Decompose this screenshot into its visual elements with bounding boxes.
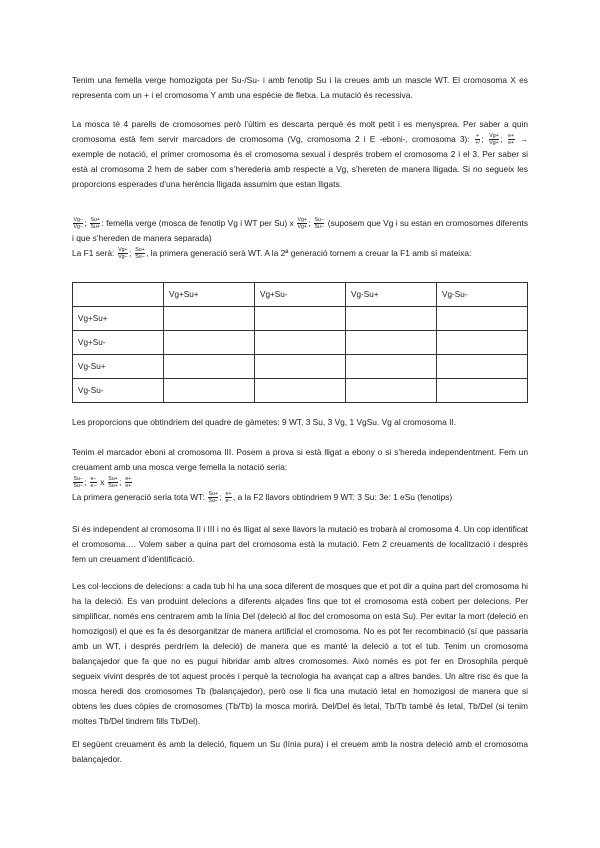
paragraph-chromosome4: Si és independent al cromosoma II i III i no és lligat al sexe llavors la mutació es trobarà al cromosoma 4. Un cop identificat el cromosoma…. Volem saber a quina part del cromosoma està la mutació. Fem 2 creuaments de localització i després fem un creuament d’identificació. — [72, 524, 528, 564]
fraction-su-minus-female: $\frac{Su-}{Su-}$ — [73, 476, 83, 490]
punnett-table — [72, 282, 528, 403]
fraction-vg-minus: $\frac{Vg-}{Vg-}$ — [73, 217, 83, 231]
separator: ; — [500, 134, 503, 144]
fraction-f1-e: $\frac{e+}{e-}$ — [225, 491, 232, 505]
separator: ; — [129, 248, 132, 258]
paragraph-ebony — [72, 445, 528, 505]
table-cell — [164, 307, 255, 331]
separator: ; — [84, 218, 87, 228]
cross-assumption-text: (suposem que Vg i su estan en cromosomes diferents i que s’hereden de manera separada) — [72, 218, 529, 243]
cross-female-text: : femella verge (mosca de fenotip Vg i WT per Su) — [101, 218, 288, 228]
fraction-su-minus: $\frac{Su-}{Su-}$ — [314, 217, 324, 231]
table-header-row — [73, 283, 528, 307]
paragraph-proportions: Les proporcions que obtindriem del quadre de gàmetes: 9 WT, 3 Su, 3 Vg, 1 VgSu. Vg al cromosoma II. — [72, 417, 457, 427]
f2-ebony-text: , a la F2 llavors obtindriem 9 WT: 3 Su: 3e: 1 eSu (fenotips) — [232, 492, 453, 502]
f1-label: La F1 serà: — [72, 248, 115, 258]
table-cell — [255, 331, 346, 355]
table-cell — [255, 379, 346, 403]
separator: ; — [219, 492, 222, 502]
paragraph-markers — [72, 117, 528, 192]
fraction-e-minus-female: $\frac{e-}{e-}$ — [90, 476, 97, 490]
f1-description: , la primera generació serà WT. A la 2ª generació tornem a creuar la F1 amb sí mateixa: — [146, 248, 472, 258]
fraction-f1-su: $\frac{Su+}{Su-}$ — [135, 247, 145, 261]
table-header-cell: Vg-Su+ — [346, 283, 437, 307]
table-cell — [346, 307, 437, 331]
table-row-header: Vg-Su- — [73, 379, 164, 403]
table-cell — [437, 379, 528, 403]
paragraph-intro: Tenim una femella verge homozigota per Su-/Su- i amb fenotip Su i la creues amb un mascle WT. El cromosoma X es representa com un + i el cromosoma Y amb una espècie de fletxa. La mutació és recessiva. — [72, 75, 528, 100]
table-header-cell: Vg+Su+ — [164, 283, 255, 307]
fraction-f1-su: $\frac{Su+}{Su-}$ — [208, 491, 218, 505]
markers-intro: La mosca té 4 parells de cromosomes però l’últim es descarta perquè és molt petit i es menysprea. Per saber a quin cromosoma està fem servir marcadors de cromosoma (Vg, cromosoma 2 i E -eboni-, cromosoma 3): — [72, 119, 528, 144]
paragraph-next-cross: El següent creuament és amb la deleció, fiquem un Su (línia pura) i el creuem amb la nostra deleció amb el cromosoma balançajedor. — [72, 739, 528, 764]
fraction-su-plus-male: $\frac{Su+}{Su+}$ — [108, 476, 118, 490]
table-cell — [437, 307, 528, 331]
table-row — [73, 307, 528, 331]
times-sign: x — [289, 218, 294, 228]
table-cell — [346, 331, 437, 355]
table-corner-cell — [73, 283, 164, 307]
table-row-header: Vg+Su- — [73, 331, 164, 355]
f1-ebony-label: La primera generació seria tota WT: — [72, 492, 205, 502]
table-row — [73, 355, 528, 379]
table-cell — [346, 379, 437, 403]
fraction-vg: $\frac{Vg+}{Vg+}$ — [489, 133, 499, 147]
table-header-cell: Vg-Su- — [437, 283, 528, 307]
table-row-header: Vg-Su+ — [73, 355, 164, 379]
table-row — [73, 331, 528, 355]
separator: ; — [481, 134, 484, 144]
table-cell — [164, 331, 255, 355]
table-cell — [437, 331, 528, 355]
fraction-vg-plus: $\frac{Vg+}{Vg+}$ — [297, 217, 307, 231]
fraction-f1-vg: $\frac{Vg+}{Vg-}$ — [118, 247, 128, 261]
table-cell — [164, 379, 255, 403]
separator: ; — [119, 477, 122, 487]
fraction-sex-chromosome: $\frac{+}{+/}$ — [475, 133, 480, 147]
markers-explanation: → exemple de notació, el primer cromosoma és el cromosoma sexual i després trobem el cromosoma 2 i el 3. Per saber si està al cromosoma 2 hem de saber com s’herederia amb respecte a Vg, s’hereten de manera lligada. Si no segueix les proporcions esperades d’una herència lligada assumim que estan lligats. — [72, 134, 529, 189]
table-cell — [255, 307, 346, 331]
separator: ; — [308, 218, 311, 228]
times-sign: x — [100, 477, 105, 487]
paragraph-deletions: Les col·leccions de delecions: a cada tub hi ha una soca diferent de mosques que et pot dir a quina part del cromosoma hi ha la deleció. Es van produint delecions a diferents alçades fins que tot el cromosoma està cobert per delecions. Per simplificar, només ens centrarem amb la línia Del (deleció al lloc del cromosoma on està Su). Per evitar la mort (deleció en homozigosi) el que es fa és desorganitzar de manera artificial el cromosoma. No es pot fer recombinació (sí que passaria amb un WT, i després perdríem la deleció) de manera que es manté la deleció a tot el tub. Tenim un cromosoma balançajedor que fa que no es pugui hibridar amb altres cromosomes. Això només es pot fer en Drosophila perquè segueix vivint després de tot aquest procés i perquè la tecnologia ha avançat cap a altres bandes. Un altre risc és que la mosca heredi dos cromosomes Tb (balançajedor), però ose li fica una mutació letal en homozigosi de manera que si obtens les dues còpies de cromosomes (Tb/Tb) la mosca morirà. Del/Del és letal, Tb/Tb també és letal, Tb/Del (si tenim moltes Tb/Del tindrem fills Tb/Del). — [72, 581, 528, 726]
fraction-e-plus-male: $\frac{e+}{e+}$ — [125, 476, 132, 490]
separator: ; — [84, 477, 87, 487]
fraction-e: $\frac{e+}{e+}$ — [508, 133, 515, 147]
table-header-cell: Vg+Su- — [255, 283, 346, 307]
table-row — [73, 379, 528, 403]
table-cell — [255, 355, 346, 379]
table-row-header: Vg+Su+ — [73, 307, 164, 331]
table-cell — [164, 355, 255, 379]
paragraph-cross — [72, 216, 528, 261]
table-cell — [437, 355, 528, 379]
fraction-su-plus: $\frac{Su+}{Su+}$ — [90, 217, 100, 231]
ebony-text: Tenim el marcador eboni al cromosoma III. Posem a prova si està lligat a ebony o si s’hereda independentment. Fem un creuament amb una mosca verge femella la notació seria: — [72, 447, 528, 472]
table-cell — [346, 355, 437, 379]
